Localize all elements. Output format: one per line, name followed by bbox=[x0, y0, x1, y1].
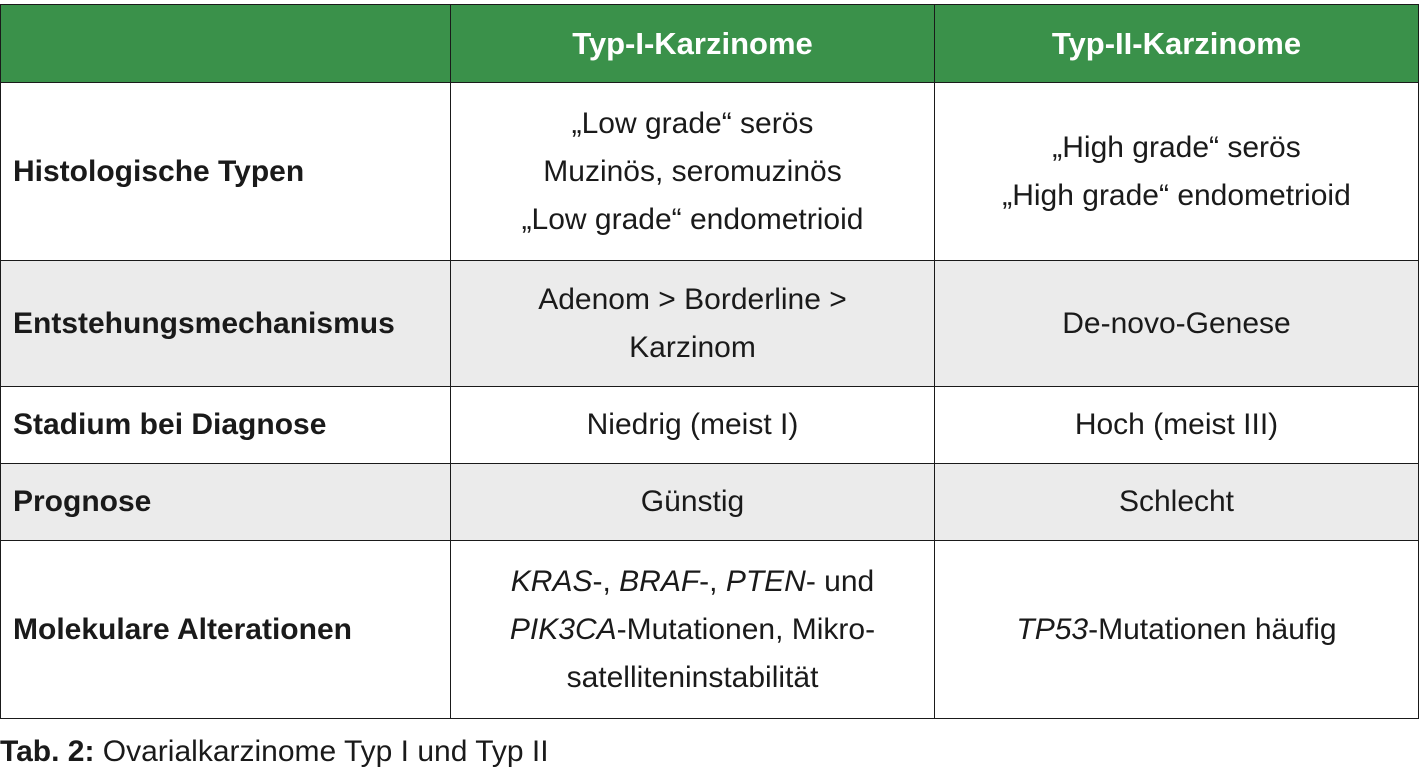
table-header-row bbox=[1, 5, 1419, 83]
cell-line: Adenom > Borderline > bbox=[538, 282, 847, 316]
separator: -, bbox=[592, 564, 620, 598]
type-1-cell bbox=[451, 261, 935, 387]
table-row bbox=[1, 83, 1419, 261]
type-1-cell bbox=[451, 541, 935, 719]
cell-line: „Low grade“ serös bbox=[571, 106, 814, 140]
table-caption bbox=[0, 732, 549, 772]
gene-braf: BRAF bbox=[619, 564, 700, 598]
caption-label: Tab. 2: bbox=[0, 735, 95, 768]
gene-tp53: TP53 bbox=[1016, 612, 1089, 646]
row-label: Stadium bei Diagnose bbox=[1, 387, 451, 464]
type-2-cell bbox=[935, 541, 1419, 719]
cell-text: -Mutationen häufig bbox=[1088, 612, 1337, 646]
header-type-1: Typ-I-Karzinome bbox=[451, 5, 935, 83]
gene-kras: KRAS bbox=[510, 564, 593, 598]
header-empty-cell bbox=[1, 5, 451, 83]
table-row bbox=[1, 541, 1419, 719]
table-row bbox=[1, 261, 1419, 387]
type-1-cell: Niedrig (meist I) bbox=[451, 387, 935, 464]
row-label: Histologische Typen bbox=[1, 83, 451, 261]
cell-line: „High grade“ serös bbox=[1052, 130, 1301, 164]
gene-pik3ca: PIK3CA bbox=[509, 612, 617, 646]
row-label: Prognose bbox=[1, 464, 451, 541]
separator: - und bbox=[805, 564, 875, 598]
row-label: Molekulare Alterationen bbox=[1, 541, 451, 719]
cell-line: Muzinös, seromuzinös bbox=[543, 154, 842, 188]
cell-line bbox=[463, 606, 922, 654]
table-row bbox=[1, 464, 1419, 541]
type-2-cell bbox=[935, 83, 1419, 261]
separator: -, bbox=[699, 564, 726, 598]
cell-line: Karzinom bbox=[629, 330, 756, 364]
table-row bbox=[1, 387, 1419, 464]
type-2-cell: De-novo-Genese bbox=[935, 261, 1419, 387]
cell-line: „High grade“ endometrioid bbox=[1002, 178, 1351, 212]
type-2-cell: Hoch (meist III) bbox=[935, 387, 1419, 464]
type-2-cell: Schlecht bbox=[935, 464, 1419, 541]
header-type-2: Typ-II-Karzinome bbox=[935, 5, 1419, 83]
cell-line: satelliteninstabilität bbox=[566, 660, 819, 694]
caption-text: Ovarialkarzinome Typ I und Typ II bbox=[94, 735, 549, 768]
cell-line: „Low grade“ endometrioid bbox=[521, 202, 864, 236]
gene-pten: PTEN bbox=[725, 564, 806, 598]
separator: -Mutationen, Mikro- bbox=[616, 612, 876, 646]
type-1-cell: Günstig bbox=[451, 464, 935, 541]
comparison-table bbox=[0, 4, 1419, 719]
row-label: Entstehungsmechanismus bbox=[1, 261, 451, 387]
cell-line bbox=[463, 558, 922, 606]
type-1-cell bbox=[451, 83, 935, 261]
